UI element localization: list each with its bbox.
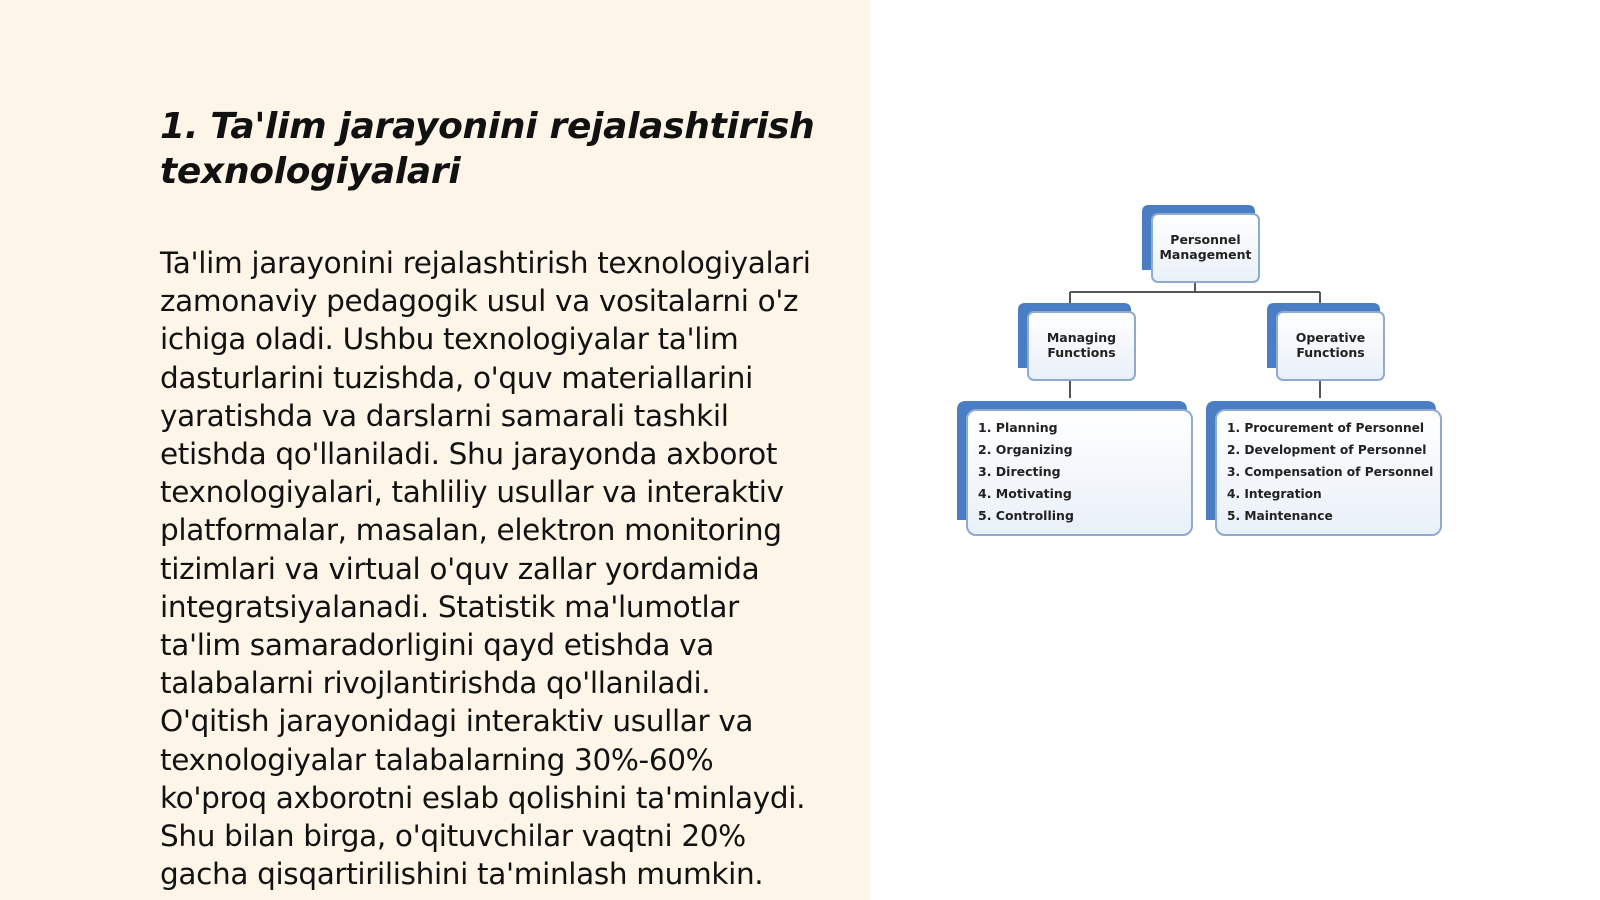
body-line: dasturlarini tuzishda, o'quv materiallarini — [160, 360, 753, 395]
operative-item: 4. Integration — [1227, 487, 1322, 501]
body-line: ta'lim samaradorligini qayd etishda va — [160, 628, 714, 663]
managing-item: 3. Directing — [978, 464, 1061, 479]
body-line: O'qitish jarayonidagi interaktiv usullar va — [160, 704, 754, 739]
root-node — [1142, 205, 1259, 282]
body-line: platformalar, masalan, elektron monitoring — [160, 513, 782, 548]
managing-functions-list — [957, 401, 1192, 535]
managing-item: 4. Motivating — [978, 486, 1072, 501]
body-line: Ta'lim jarayonini rejalashtirish texnologiyalari — [160, 246, 811, 280]
body-line: ko'proq axborotni eslab qolishini ta'minlaydi. — [160, 780, 806, 815]
body-line: zamonaviy pedagogik usul va vositalarni o'z — [160, 284, 799, 319]
managing-item: 2. Organizing — [978, 442, 1073, 457]
body-line: gacha qisqartirilishini ta'minlash mumkin. — [160, 857, 764, 892]
operative-functions-line-1: Operative — [1295, 330, 1366, 345]
title-line-1: 1. Ta'lim jarayonini rejalashtirish — [160, 106, 815, 147]
personnel-management-diagram — [870, 0, 1600, 900]
managing-functions-line-2: Functions — [1047, 345, 1116, 360]
body-line: texnologiyalari, tahliliy usullar va interaktiv — [160, 475, 784, 510]
operative-item: 3. Compensation of Personnel — [1227, 465, 1434, 479]
managing-functions-line-1: Managing — [1046, 330, 1117, 345]
body-line: ichiga oladi. Ushbu texnologiyalar ta'lim — [160, 322, 739, 357]
operative-functions-list — [1206, 401, 1441, 535]
managing-item: 5. Controlling — [978, 508, 1074, 523]
body-line: integratsiyalanadi. Statistik ma'lumotlar — [160, 589, 739, 624]
managing-functions-node — [1018, 303, 1135, 380]
operative-functions-line-2: Functions — [1296, 345, 1365, 360]
operative-item: 1. Procurement of Personnel — [1227, 421, 1425, 435]
title-line-2: texnologiyalari — [160, 151, 461, 192]
root-node-line-1: Personnel — [1170, 232, 1241, 247]
operative-functions-node — [1267, 303, 1384, 380]
operative-item: 5. Maintenance — [1227, 509, 1333, 523]
root-node-line-2: Management — [1159, 247, 1252, 262]
managing-item: 1. Planning — [978, 420, 1058, 435]
body-line: talabalarni rivojlantirishda qo'llaniladi. — [160, 666, 711, 701]
slide-title — [160, 104, 820, 194]
body-line: etishda qo'llaniladi. Shu jarayonda axborot — [160, 437, 778, 472]
body-line: tizimlari va virtual o'quv zallar yordamida — [160, 551, 760, 586]
body-line: Shu bilan birga, o'qituvchilar vaqtni 20% — [160, 819, 746, 854]
body-line: yaratishda va darslarni samarali tashkil — [160, 398, 729, 433]
slide-body-text — [160, 244, 850, 893]
body-line: texnologiyalar talabalarning 30%-60% — [160, 742, 714, 777]
operative-item: 2. Development of Personnel — [1227, 443, 1427, 457]
